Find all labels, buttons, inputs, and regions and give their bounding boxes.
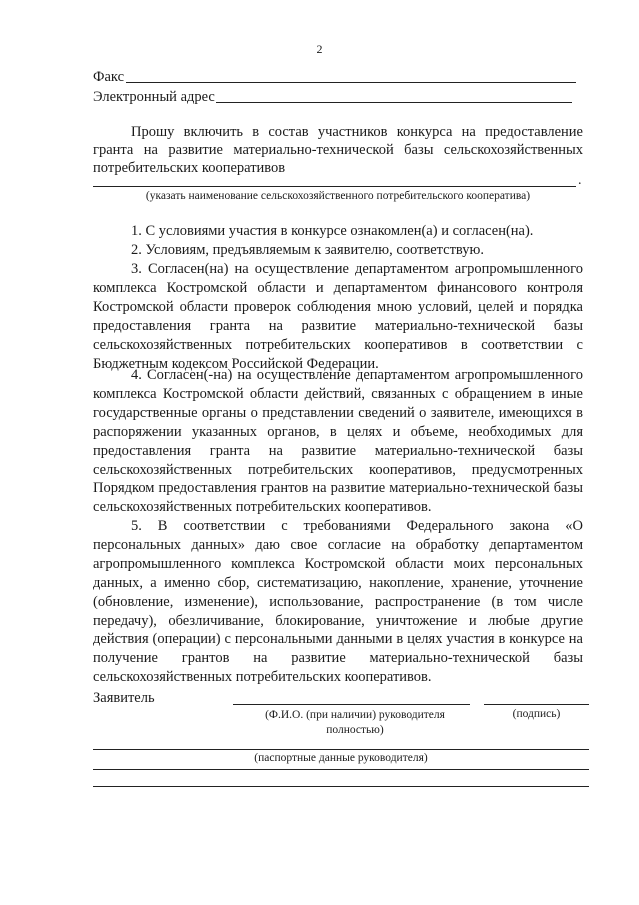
cooperative-name-hint: (указать наименование сельскохозяйственного потребительского кооператива) xyxy=(145,190,531,202)
fax-label: Факс xyxy=(93,69,125,85)
item-1: 1. С условиями участия в конкурсе ознакомлен(а) и согласен(на). xyxy=(131,223,534,239)
fax-field-line xyxy=(126,82,576,83)
signature-hint: (подпись) xyxy=(512,708,561,720)
email-label: Электронный адрес xyxy=(93,89,215,105)
line-end-dot: . xyxy=(578,173,582,188)
passport-hint: (паспортные данные руководителя) xyxy=(254,752,428,764)
fio-hint: (Ф.И.О. (при наличии) руководителя полностью) xyxy=(265,709,445,736)
fio-line xyxy=(233,704,470,705)
request-paragraph: Прошу включить в состав участников конкурса на предоставление гранта на развитие материально-технической базы сельскохозяйственных потребительских кооперативов xyxy=(93,124,583,177)
passport-line-3 xyxy=(93,786,589,787)
signature-line xyxy=(484,704,589,705)
item-3: 3. Согласен(на) на осуществление департаментом агропромышленного комплекса Костромской области и департаментом финансового контроля Костромской области проверок соблюдения мною условий, целей и порядка предоставления гранта на развитие материально-технической базы сельскохозяйственных потребительских кооперативов в соответствии с Бюджетным кодексом Российской Федерации. xyxy=(93,261,583,372)
applicant-label: Заявитель xyxy=(93,690,155,706)
cooperative-name-line xyxy=(93,186,576,187)
email-field-line xyxy=(216,102,572,103)
page-number: 2 xyxy=(316,42,323,56)
item-4: 4. Согласен(-на) на осуществление департаментом агропромышленного комплекса Костромской области действий, связанных с обращением в иные государственные органы о представлении сведений о заявителе, имеющихся в распоряжении указанных органов, в целях и объеме, необходимых для предоставления гранта на развитие материально-технической базы сельскохозяйственных потребительских кооперативов, предусмотренных Порядком предоставления грантов на развитие материально-технической базы сельскохозяйственных потребительских кооперативов. xyxy=(93,367,583,516)
item-2: 2. Условиям, предъявляемым к заявителю, соответствую. xyxy=(131,242,484,258)
passport-line-1 xyxy=(93,749,589,750)
passport-line-2 xyxy=(93,769,589,770)
item-5: 5. В соответствии с требованиями Федерального закона «О персональных данных» даю свое согласие на обработку департаментом агропромышленного комплекса Костромской области моих персональных данных, а именно сбор, систематизацию, накопление, хранение, уточнение (обновление, изменение), использование, распространение (в том числе передачу), обезличивание, блокирование, уничтожение и любые другие действия (операции) с персональными данными в целях участия в конкурсе на получение грантов на развитие материально-технической базы сельскохозяйственных потребительских кооперативов. xyxy=(93,518,583,686)
